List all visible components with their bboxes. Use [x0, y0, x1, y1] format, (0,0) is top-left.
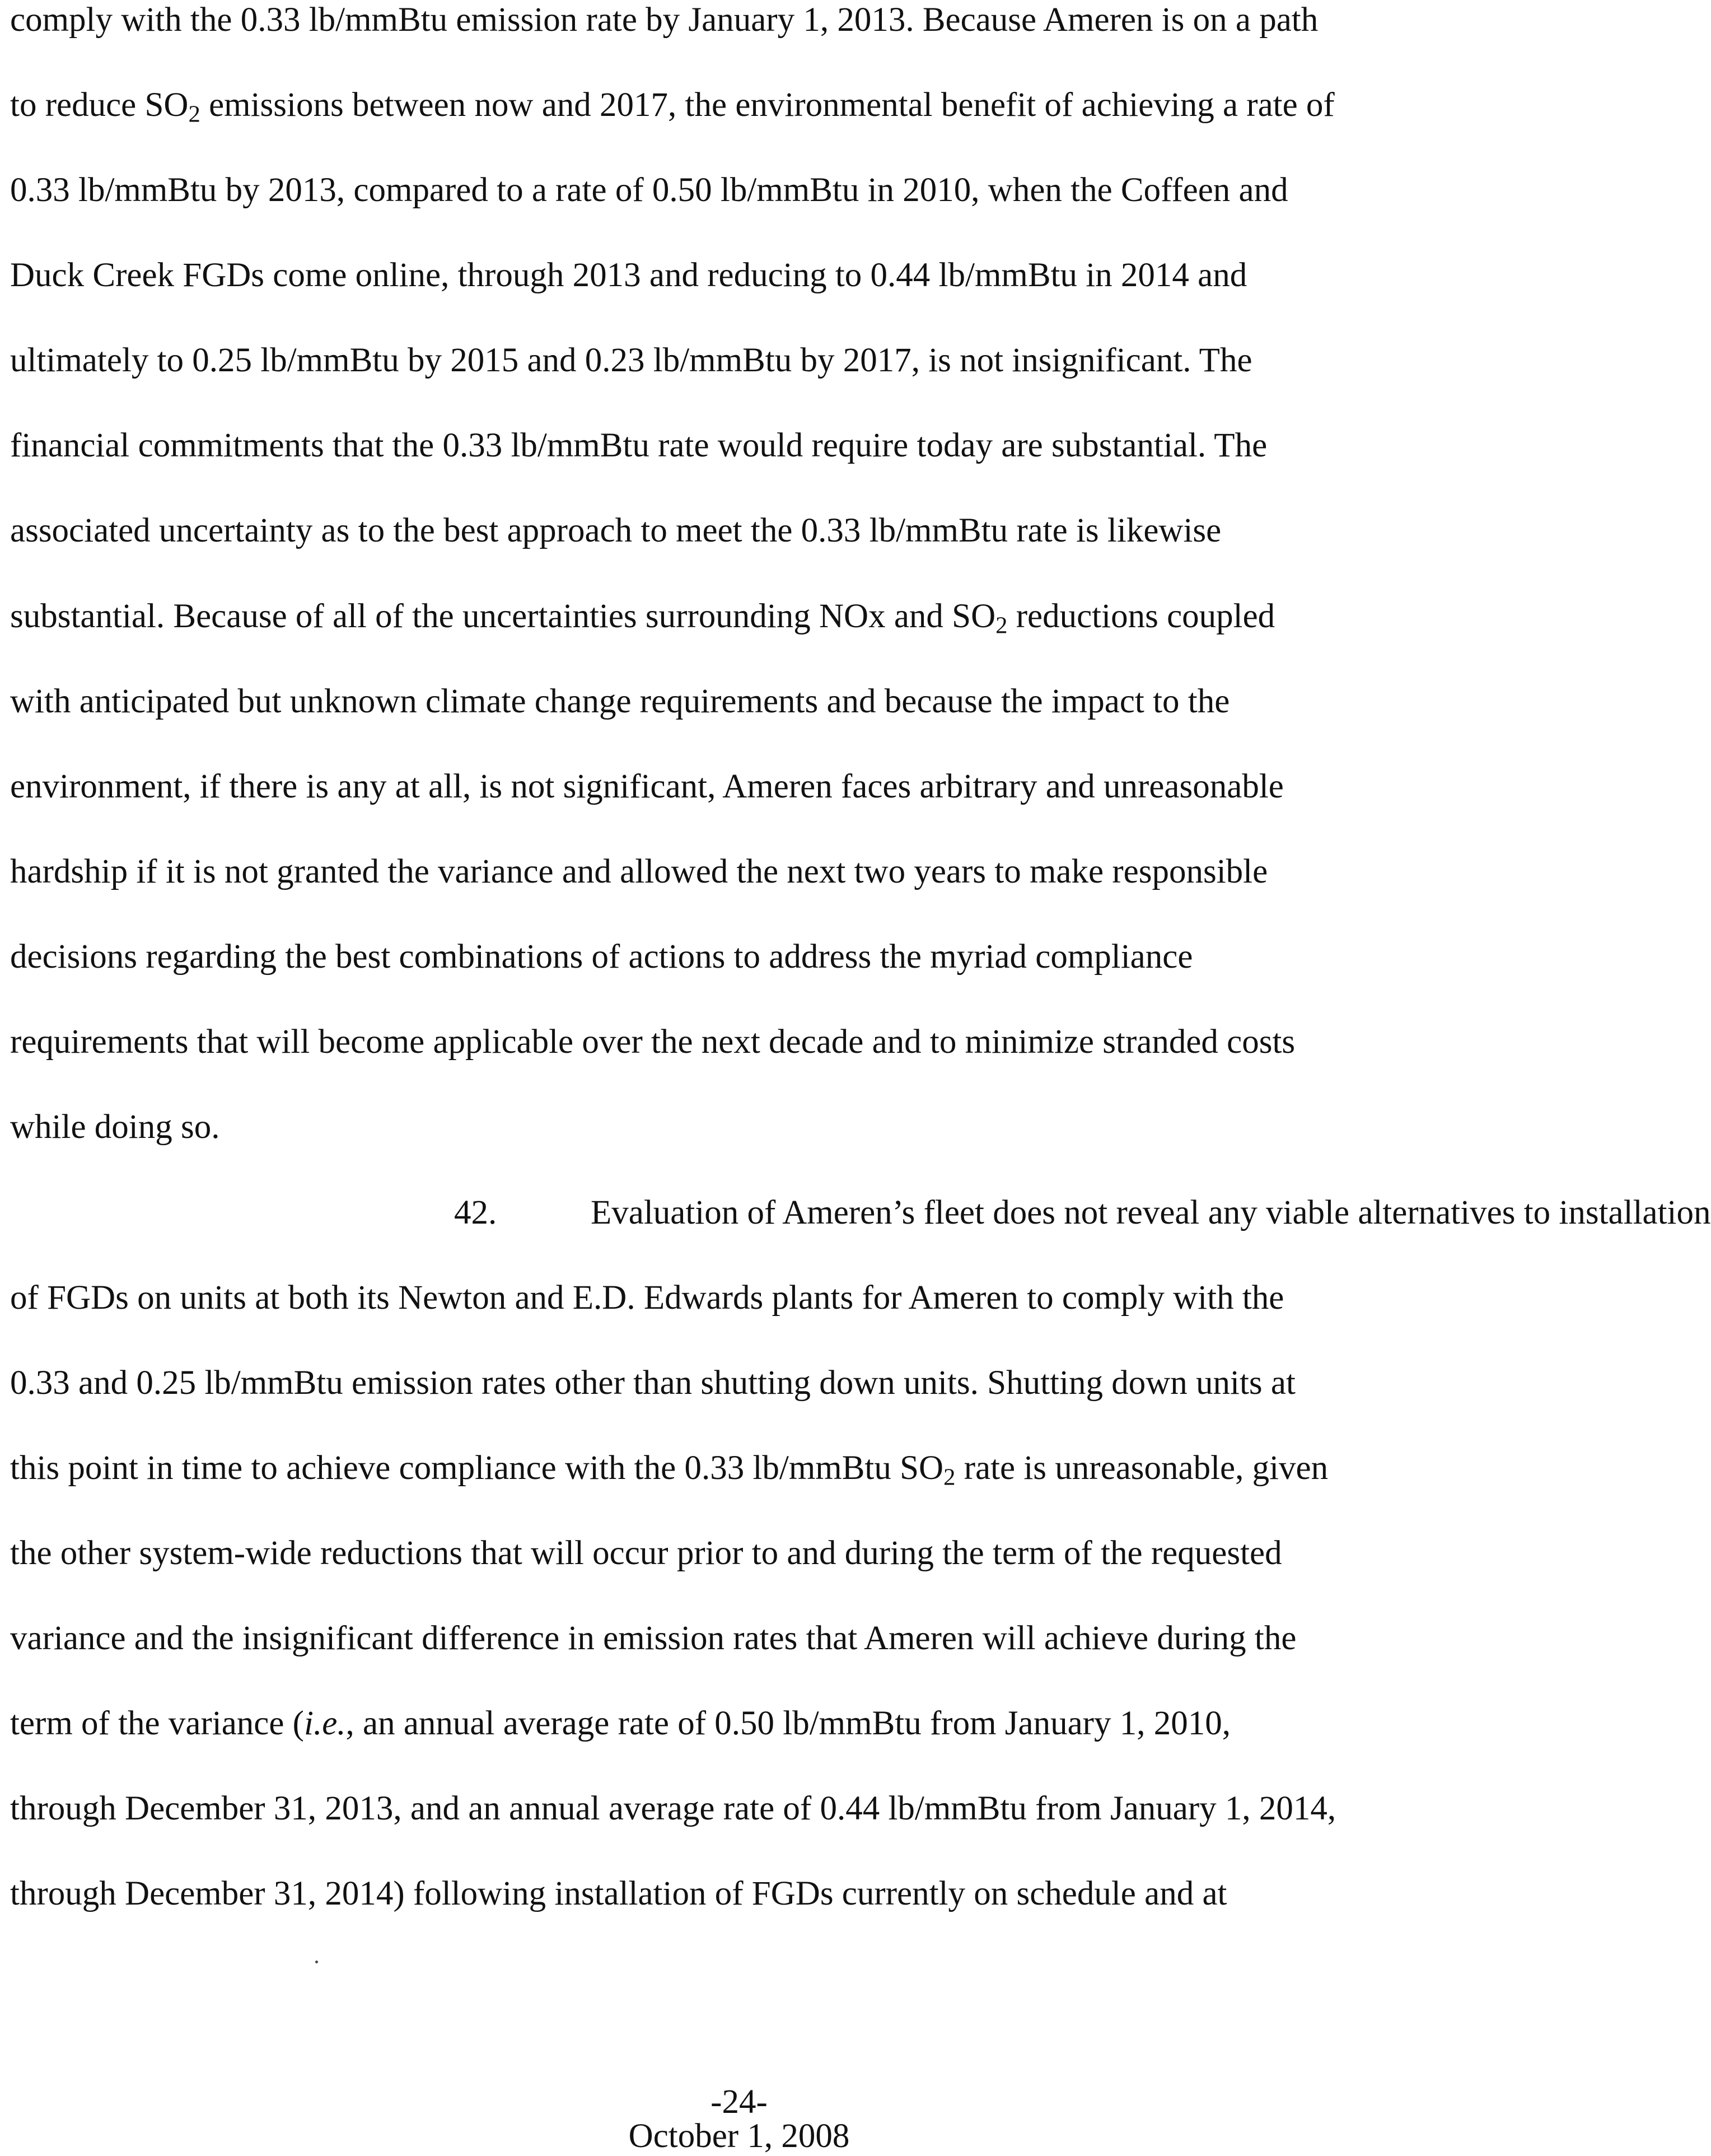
text-line: variance and the insignificant difference in emission rates that Ameren will achieve during the — [10, 1620, 1297, 1657]
page-number: -24- — [710, 2083, 768, 2121]
text-line: decisions regarding the best combinations of actions to address the myriad compliance — [10, 938, 1193, 976]
text-line: through December 31, 2014) following installation of FGDs currently on schedule and at — [10, 1875, 1227, 1912]
text-line: through December 31, 2013, and an annual average rate of 0.44 lb/mmBtu from January 1, 2014, — [10, 1790, 1336, 1827]
text-line: substantial. Because of all of the uncertainties surrounding NOx and $SO_2$ reductions coupled — [10, 598, 1275, 639]
text-line: environment, if there is any at all, is not significant, Ameren faces arbitrary and unreasonable — [10, 768, 1284, 805]
text-line: comply with the 0.33 lb/mmBtu emission rate by January 1, 2013. Because Ameren is on a path — [10, 1, 1319, 39]
text-line: while doing so. — [10, 1108, 220, 1146]
text-line: ultimately to 0.25 lb/mmBtu by 2015 and 0.23 lb/mmBtu by 2017, is not insignificant. The — [10, 342, 1252, 379]
text-line: 0.33 and 0.25 lb/mmBtu emission rates other than shutting down units. Shutting down units at — [10, 1364, 1296, 1402]
text-line: term of the variance (i.e., an annual average rate of 0.50 lb/mmBtu from January 1, 2010, — [10, 1705, 1231, 1742]
text-line: Duck Creek FGDs come online, through 2013 and reducing to 0.44 lb/mmBtu in 2014 and — [10, 256, 1247, 294]
text-line: with anticipated but unknown climate change requirements and because the impact to the — [10, 683, 1230, 720]
text-line: associated uncertainty as to the best approach to meet the 0.33 lb/mmBtu rate is likewise — [10, 512, 1222, 549]
text-line: hardship if it is not granted the variance and allowed the next two years to make responsible — [10, 853, 1268, 890]
text-line: of FGDs on units at both its Newton and E.D. Edwards plants for Ameren to comply with the — [10, 1279, 1284, 1317]
text-line: requirements that will become applicable over the next decade and to minimize stranded costs — [10, 1023, 1296, 1061]
text-line: this point in time to achieve compliance with the 0.33 lb/mmBtu $SO_2$ rate is unreasonable, given — [10, 1449, 1329, 1491]
text-line: to reduce $SO_2$ emissions between now and 2017, the environmental benefit of achieving a rate of — [10, 86, 1335, 128]
stray-mark — [315, 1961, 318, 1963]
text-line: 0.33 lb/mmBtu by 2013, compared to a rate of 0.50 lb/mmBtu in 2010, when the Coffeen and — [10, 171, 1288, 209]
text-line: 42. Evaluation of Ameren’s fleet does not reveal any viable alternatives to installation — [10, 1194, 1711, 1231]
footer-date: October 1, 2008 — [628, 2117, 850, 2155]
text-line: financial commitments that the 0.33 lb/mmBtu rate would require today are substantial. The — [10, 427, 1268, 464]
text-line: the other system-wide reductions that will occur prior to and during the term of the requested — [10, 1534, 1282, 1572]
